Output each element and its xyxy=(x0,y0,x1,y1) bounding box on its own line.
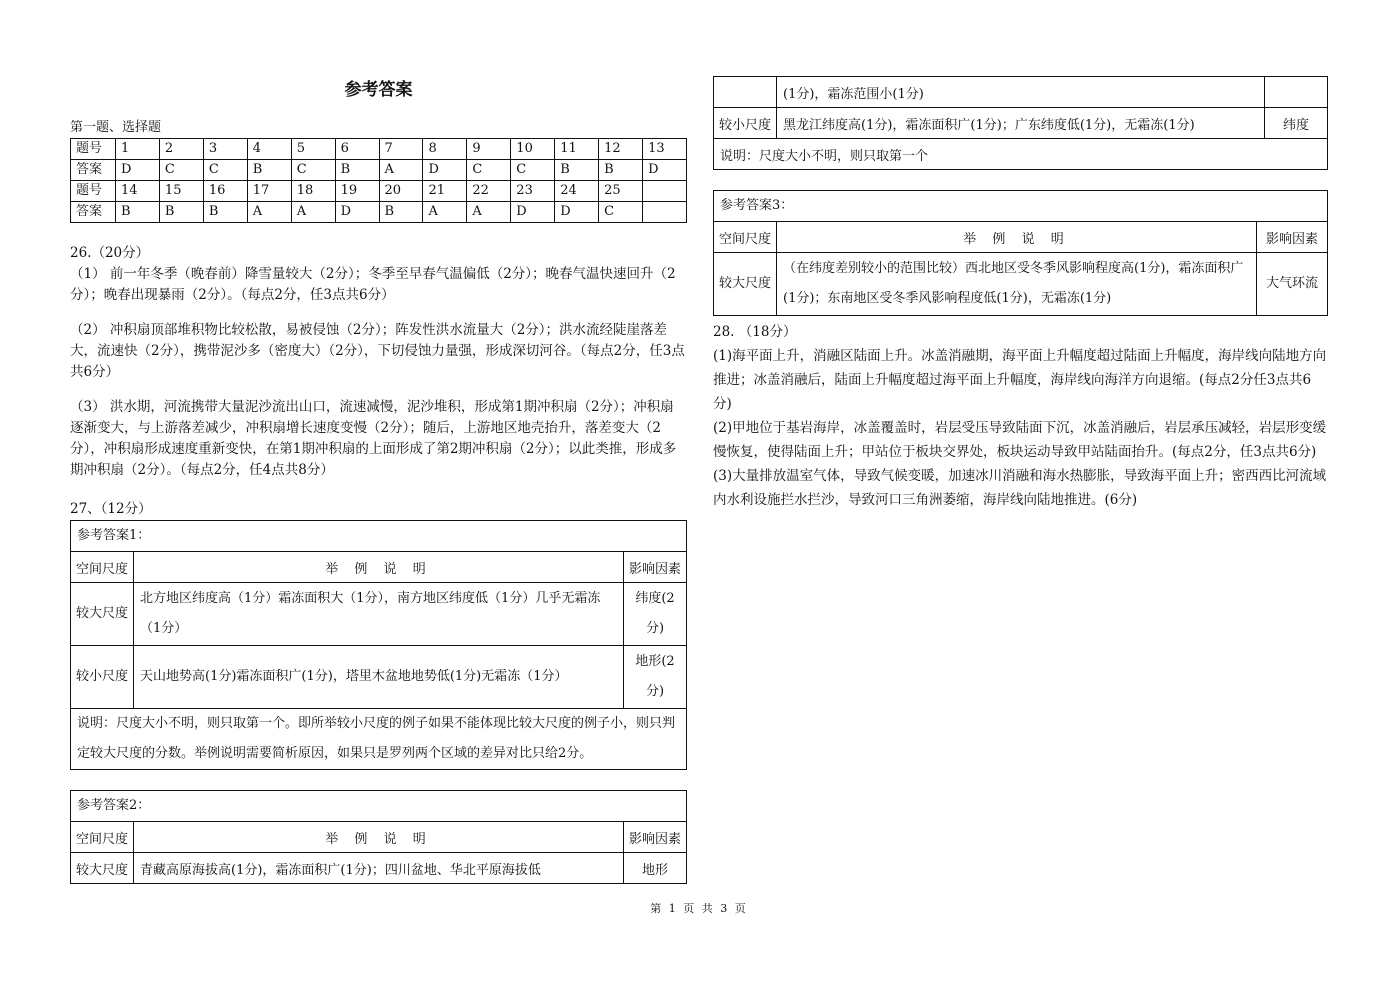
left-column xyxy=(70,76,687,884)
col-example: 举 例 说 明 xyxy=(777,222,1257,253)
row-factor: 地形 xyxy=(624,853,687,884)
row-scale: 较大尺度 xyxy=(71,583,134,646)
table-cell: 15 xyxy=(159,181,203,202)
col-scale: 空间尺度 xyxy=(714,222,777,253)
q28-part1: (1)海平面上升，消融区陆面上升。冰盖消融期，海平面上升幅度超过陆面上升幅度，海岸线向陆地方向推进；冰盖消融后，陆面上升幅度超过海平面上升幅度，海岸线向海洋方向退缩。(每点2分任3点共6分) xyxy=(713,348,1327,412)
table-cell: 20 xyxy=(379,181,423,202)
table-cell: 22 xyxy=(467,181,511,202)
row-text: 北方地区纬度高（1分）霜冻面积大（1分），南方地区纬度低（1分）几乎无霜冻（1分） xyxy=(134,583,624,646)
table-cell: 11 xyxy=(555,139,599,160)
row-scale: 较小尺度 xyxy=(714,108,777,139)
table-cell: C xyxy=(291,160,335,181)
table-cell: 6 xyxy=(335,139,379,160)
table-cell: 10 xyxy=(511,139,555,160)
table-cell: A xyxy=(467,202,511,223)
table-cell: D xyxy=(335,202,379,223)
answer2-title: 参考答案2： xyxy=(71,791,686,822)
q28-part2: (2)甲地位于基岩海岸，冰盖覆盖时，岩层受压导致陆面下沉，冰盖消融后，岩层承压减轻，岩层形变缓慢恢复，使得陆面上升；甲站位于板块交界处，板块运动导致甲站陆面抬升。(每点2分，任3点共6分) xyxy=(713,420,1327,460)
table-cell: B xyxy=(203,202,247,223)
col-factor: 影响因素 xyxy=(1257,222,1328,253)
table-cell: A xyxy=(247,202,291,223)
row-head: 题号 xyxy=(71,139,116,160)
table-cell: D xyxy=(511,202,555,223)
row-text: 青藏高原海拔高(1分)，霜冻面积广(1分)；四川盆地、华北平原海拔低 xyxy=(134,853,624,884)
table-cell: B xyxy=(247,160,291,181)
table-cell xyxy=(643,181,687,202)
row-factor: 纬度 xyxy=(1265,108,1328,139)
row-text: （在纬度差别较小的范围比较）西北地区受冬季风影响程度高(1分)，霜冻面积广(1分)；东南地区受冬季风影响程度低(1分)，无霜冻(1分) xyxy=(777,253,1257,316)
table-cell: C xyxy=(467,160,511,181)
row-head: 题号 xyxy=(71,181,116,202)
table-cell: C xyxy=(599,202,643,223)
table-cell: D xyxy=(423,160,467,181)
table-cell: 2 xyxy=(159,139,203,160)
table-cell: 7 xyxy=(379,139,423,160)
page-footer: 第 1 页 共 3 页 xyxy=(650,902,748,915)
row-scale: 较小尺度 xyxy=(71,646,134,709)
table-cell: B xyxy=(379,202,423,223)
table-row xyxy=(71,160,687,181)
table-cell: 3 xyxy=(203,139,247,160)
table-row xyxy=(71,139,687,160)
answer2-note: 说明：尺度大小不明，则只取第一个 xyxy=(714,139,1328,170)
col-factor: 影响因素 xyxy=(624,822,687,853)
table-cell: B xyxy=(555,160,599,181)
table-cell: A xyxy=(379,160,423,181)
answer3-title: 参考答案3： xyxy=(714,191,1327,222)
q26-header: 26.（20分） xyxy=(70,245,150,261)
col-example: 举 例 说 明 xyxy=(134,552,624,583)
answer2-table-continued xyxy=(713,76,1328,170)
table-cell: B xyxy=(159,202,203,223)
table-cell: A xyxy=(423,202,467,223)
answer2-box xyxy=(70,790,687,884)
table-cell: 23 xyxy=(511,181,555,202)
row-factor: 大气环流 xyxy=(1257,253,1328,316)
table-cell: 5 xyxy=(291,139,335,160)
answer2-table xyxy=(71,822,686,883)
table-cell: 8 xyxy=(423,139,467,160)
right-column xyxy=(713,76,1328,512)
table-cell: 17 xyxy=(247,181,291,202)
table-row xyxy=(71,181,687,202)
answer1-table xyxy=(71,552,686,708)
table-cell: 19 xyxy=(335,181,379,202)
table-cell: B xyxy=(599,160,643,181)
table-cell: B xyxy=(116,202,160,223)
table-cell: D xyxy=(643,160,687,181)
row-head: 答案 xyxy=(71,160,116,181)
answer3-box xyxy=(713,190,1328,316)
page-title: 参考答案 xyxy=(344,80,413,100)
section1-label: 第一题、选择题 xyxy=(70,120,162,135)
answer3-table xyxy=(714,222,1327,315)
table-cell: 12 xyxy=(599,139,643,160)
row-text: 黑龙江纬度高(1分)，霜冻面积广(1分)；广东纬度低(1分)，无霜冻(1分) xyxy=(777,108,1265,139)
table-cell xyxy=(643,202,687,223)
table-cell: C xyxy=(511,160,555,181)
row-scale: 较大尺度 xyxy=(71,853,134,884)
table-cell: D xyxy=(116,160,160,181)
table-row xyxy=(71,202,687,223)
q26-part3: （3） 洪水期，河流携带大量泥沙流出山口，流速减慢，泥沙堆积，形成第1期冲积扇（2分）；冲积扇逐渐变大，与上游落差减少，冲积扇增长速度变慢（2分）；随后，上游地区地壳抬升，落差变大（2分），冲积扇形成速度重新变快，在第1期冲积扇的上面形成了第2期冲积扇（2分）；以此类推，形成多期冲积扇（2分）。（每点2分，任4点共8分） xyxy=(70,399,677,478)
table-cell: A xyxy=(291,202,335,223)
col-scale: 空间尺度 xyxy=(71,822,134,853)
table-cell: 21 xyxy=(423,181,467,202)
table-cell: C xyxy=(203,160,247,181)
table-cell: 14 xyxy=(116,181,160,202)
table-cell: 24 xyxy=(555,181,599,202)
table-cell: B xyxy=(335,160,379,181)
answer1-title: 参考答案1： xyxy=(71,521,686,552)
answer1-box xyxy=(70,520,687,770)
table-cell: D xyxy=(555,202,599,223)
table-cell: C xyxy=(159,160,203,181)
table-cell: 9 xyxy=(467,139,511,160)
q26-part2: （2） 冲积扇顶部堆积物比较松散，易被侵蚀（2分）；阵发性洪水流量大（2分）；洪水流经陡崖落差大，流速快（2分），携带泥沙多（密度大）（2分），下切侵蚀力量强，形成深切河谷。（每点2分，任3点共6分） xyxy=(70,322,685,380)
col-example: 举 例 说 明 xyxy=(134,822,624,853)
answer1-note: 说明：尺度大小不明，则只取第一个。即所举较小尺度的例子如果不能体现比较大尺度的例子小，则只判定较大尺度的分数。举例说明需要简析原因，如果只是罗列两个区域的差异对比只给2分。 xyxy=(71,708,686,769)
table-cell: 16 xyxy=(203,181,247,202)
table-cell: 25 xyxy=(599,181,643,202)
row-factor: 纬度(2分) xyxy=(624,583,687,646)
row-factor: 地形(2分) xyxy=(624,646,687,709)
q28-part3: (3)大量排放温室气体，导致气候变暖，加速冰川消融和海水热膨胀，导致海平面上升；密西西比河流域内水利设施拦水拦沙，导致河口三角洲萎缩，海岸线向陆地推进。(6分) xyxy=(713,468,1327,508)
table-cell: 18 xyxy=(291,181,335,202)
row-head: 答案 xyxy=(71,202,116,223)
col-scale: 空间尺度 xyxy=(71,552,134,583)
choice-answer-table xyxy=(70,138,687,223)
row-text: 天山地势高(1分)霜冻面积广(1分)，塔里木盆地地势低(1分)无霜冻（1分） xyxy=(134,646,624,709)
q27-header: 27、（12分） xyxy=(70,501,152,517)
row-scale: 较大尺度 xyxy=(714,253,777,316)
table-cell: 13 xyxy=(643,139,687,160)
col-factor: 影响因素 xyxy=(624,552,687,583)
table-cell: 4 xyxy=(247,139,291,160)
table-cell: 1 xyxy=(116,139,160,160)
q28-header: 28. （18分） xyxy=(713,324,797,340)
q26-part1: （1） 前一年冬季（晚春前）降雪量较大（2分）；冬季至早春气温偏低（2分）；晚春气温快速回升（2分）；晚春出现暴雨（2分）。（每点2分，任3点共6分） xyxy=(70,266,676,303)
row-text: (1分)，霜冻范围小(1分) xyxy=(777,77,1265,108)
